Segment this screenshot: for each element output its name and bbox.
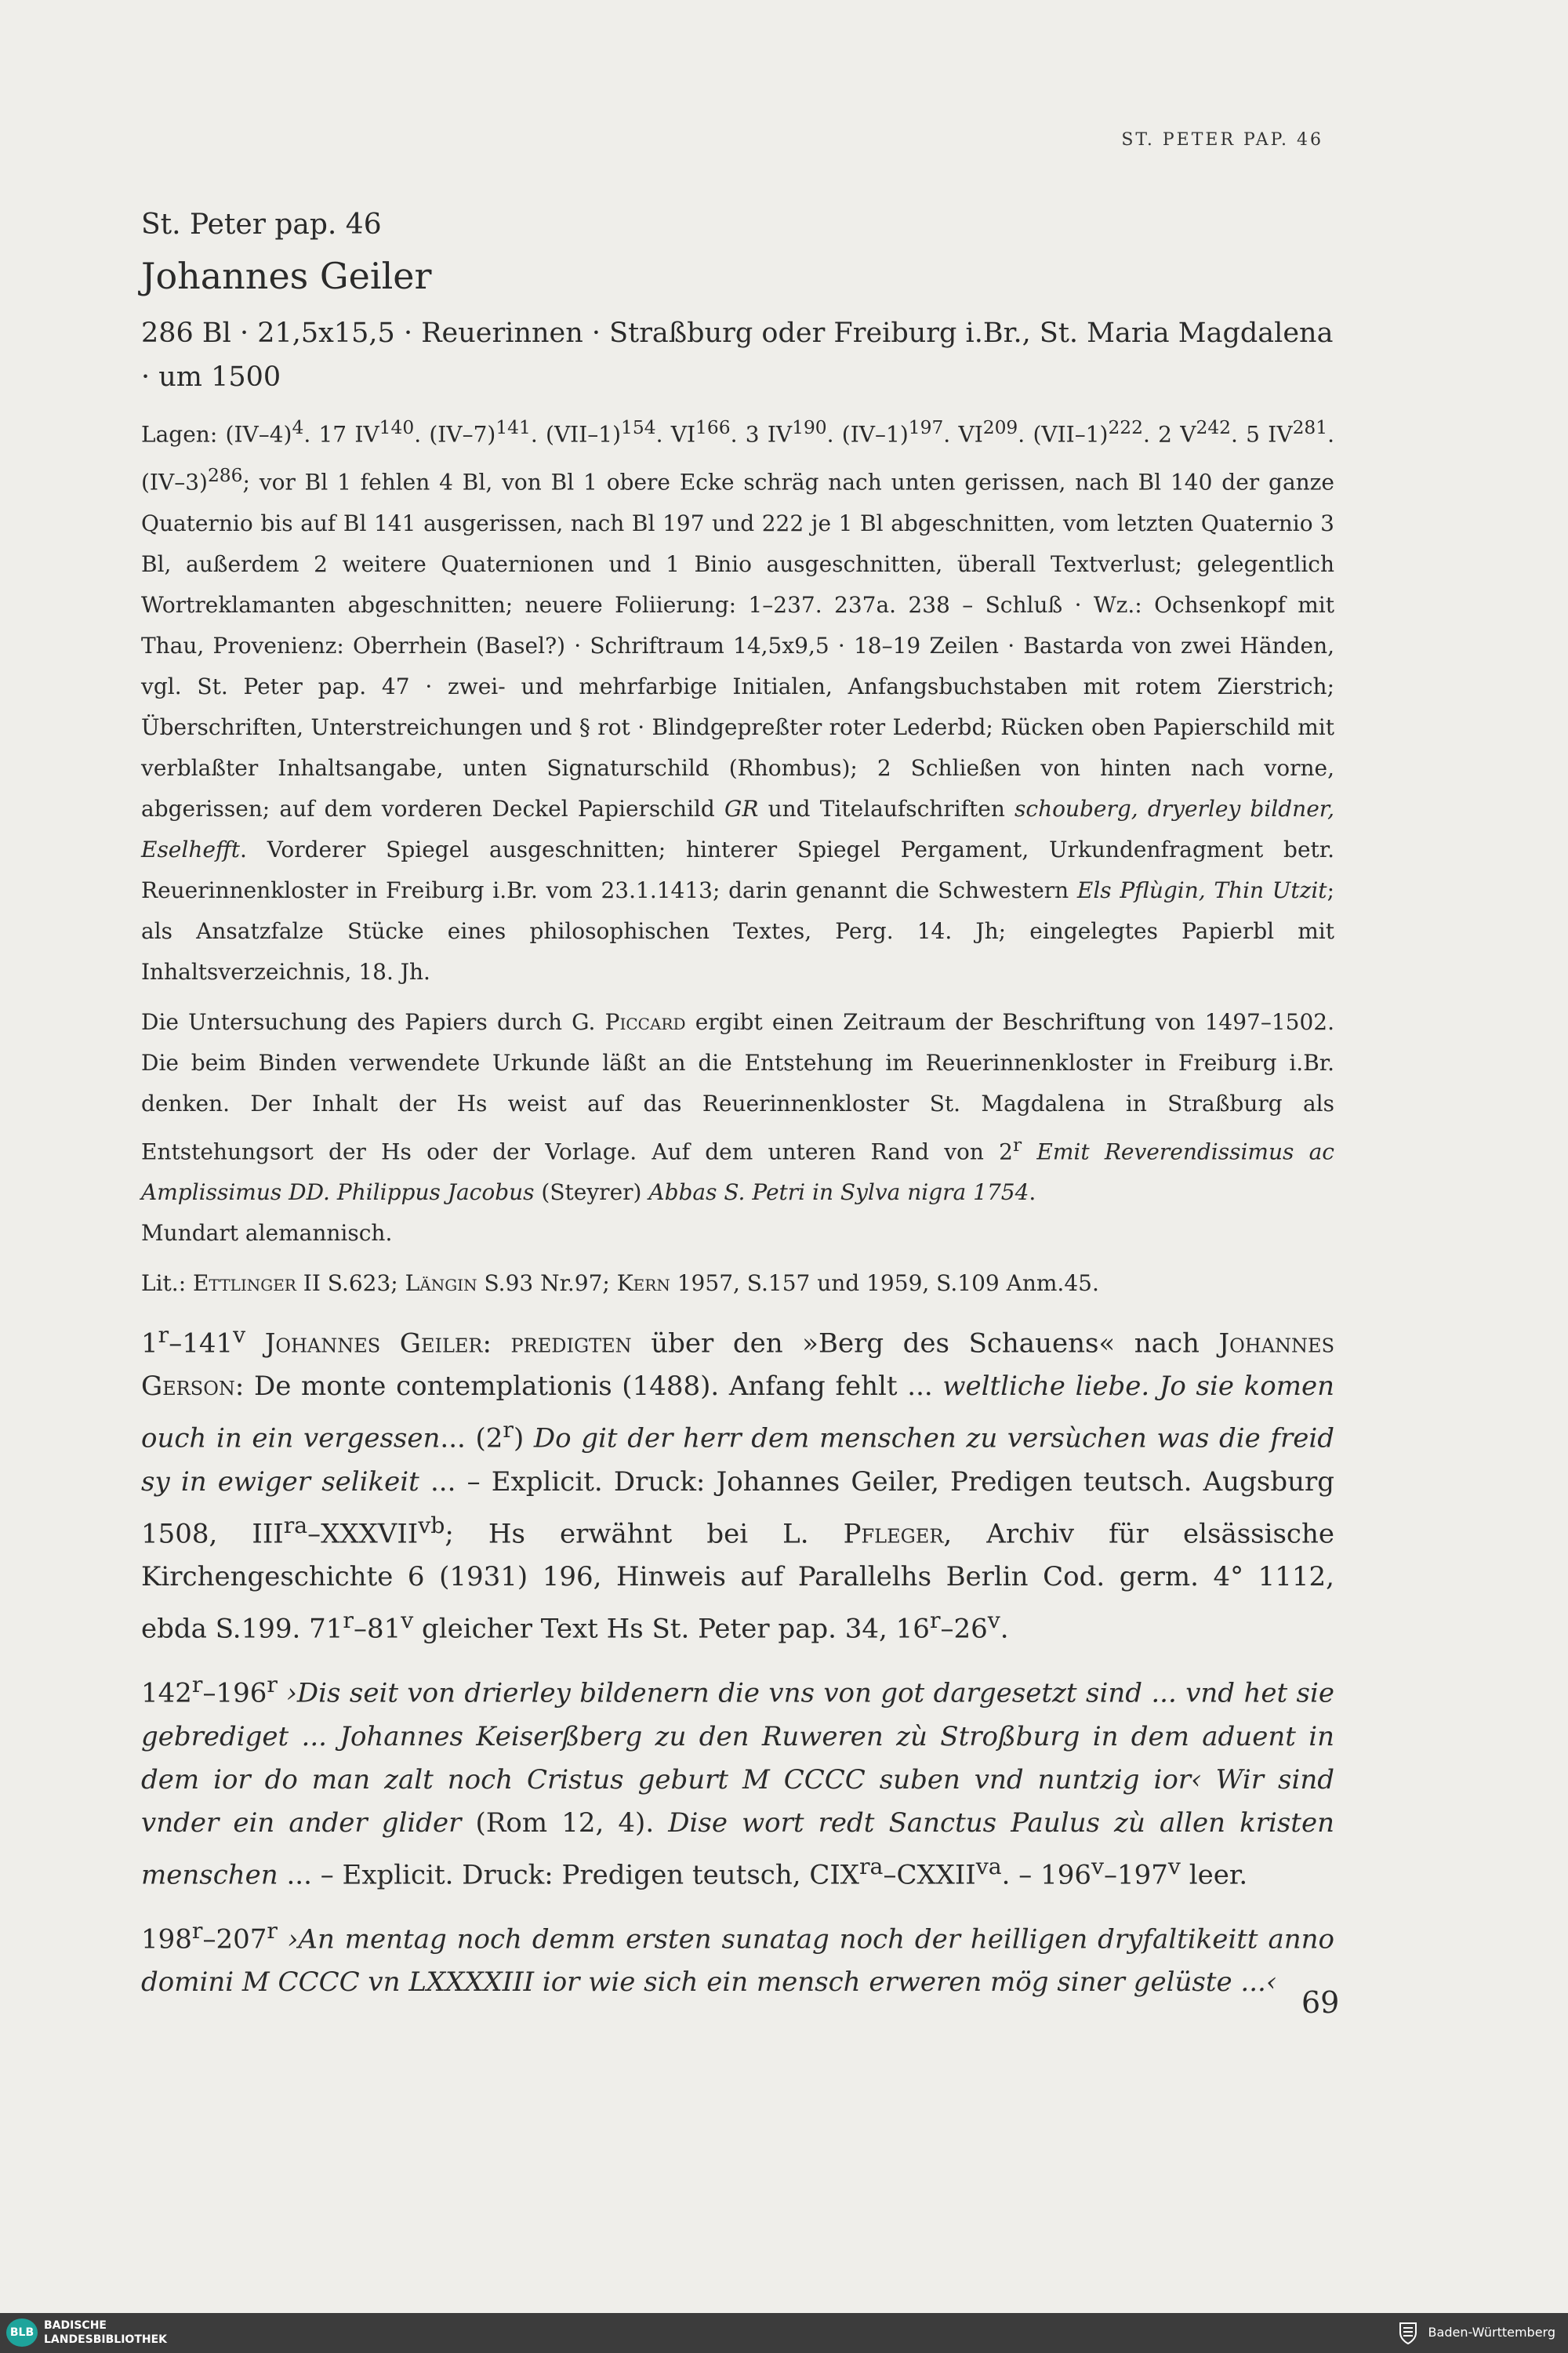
contents-item: 1$^r$–141$^v$ Johannes Geiler: predigten über den »Berg des Schauens« nach Johannes Gerson: De monte contemplationis (1488). Anfang fehlt ... weltliche liebe. Jo sie komen ouch in ein vergessen... (2$^r$) Do git der herr dem menschen zu versùchen was die freid sy in ewiger selikeit ... – Explicit. Druck: Johannes Geiler, Predigen teutsch. Augsburg 1508, $III^{ra}-XXXVII^{vb}$; Hs erwähnt bei L. Pfleger, Archiv für elsässische Kirchengeschichte 6 (1931) 196, Hinweis auf Parallelhs Berlin Cod. germ. 4° 1112, ebda S.199. 71$^r$–81$^v$ gleicher Text Hs St. Peter pap. 34, 16$^r$–26$^v$. xyxy=(141,1321,1335,1645)
contents-item: 198$^r$–207$^r$ ›An mentag noch demm ersten sunatag noch der heilligen dryfaltikeitt anno domini M CCCC vn LXXXXIII ior wie sich ein mensch erweren mög siner gelüste ...‹ xyxy=(141,1917,1334,1999)
state-name[interactable]: Baden-Württemberg xyxy=(1428,2325,1555,2340)
physical-description: 286 Bl · 21,5x15,5 · Reuerinnen · Straßburg oder Freiburg i.Br., St. Maria Magdalena · um 1500 xyxy=(141,318,1334,393)
entry-title: Johannes Geiler xyxy=(141,255,432,297)
shelfmark: St. Peter pap. 46 xyxy=(141,209,382,241)
library-name-line1: BADISCHE xyxy=(44,2319,107,2332)
codicology-paragraph: Lagen: $(IV-4)^4$. 17 IV$^{140}$. $(IV-7)^{141}$. $(VII-1)^{154}$. VI$^{166}$. 3 IV$^{190}$. $(IV-1)^{197}$. VI$^{209}$. $(VII-1)^{222}$. 2 $V^{242}$. 5 IV$^{281}$. $(IV-3)^{286}$; vor Bl 1 fehlen 4 Bl, von Bl 1 obere Ecke schräg nach unten gerissen, nach Bl 140 der ganze Quaternio bis auf Bl 141 ausgerissen, nach Bl 197 und 222 je 1 Bl abgeschnitten, vom letzten Quaternio 3 Bl, außerdem 2 weitere Quaternionen und 1 Binio ausgeschnitten, überall Textverlust; gelegentlich Wortreklamanten abgeschnitten; neuere Foliierung: 1–237. 237a. 238 – Schluß · Wz.: Ochsenkopf mit Thau, Provenienz: Oberrhein (Basel?) · Schriftraum 14,5x9,5 · 18–19 Zeilen · Bastarda von zwei Händen, vgl. St. Peter pap. 47 · zwei- und mehrfarbige Initialen, Anfangsbuchstaben mit rotem Zierstrich; Überschriften, Unterstreichungen und § rot · Blindgepreßter roter Lederbd; Rücken oben Papierschild mit verblaßter Inhaltsangabe, unten Signaturschild (Rhombus); 2 Schließen von hinten nach vorne, abgerissen; auf dem vorderen Deckel Papierschild GR und Titelaufschriften schouberg, dryerley bildner, Eselhefft. Vorderer Spiegel ausgeschnitten; hinterer Spiegel Pergament, Urkundenfragment betr. Reuerinnenkloster in Freiburg i.Br. vom 23.1.1413; darin genannt die Schwestern Els Pflùgin, Thin Utzit; als Ansatzfalze Stücke eines philosophischen Textes, Perg. 14. Jh; eingelegtes Papierbl mit Inhaltsverzeichnis, 18. Jh. xyxy=(141,416,1334,985)
catalog-entry xyxy=(141,209,1334,2017)
page-number: 69 xyxy=(1301,1985,1340,2020)
viewer-footer xyxy=(0,2313,1568,2353)
coat-of-arms-icon xyxy=(1397,2321,1419,2344)
library-name-line2: LANDESBIBLIOTHEK xyxy=(44,2333,168,2346)
library-name[interactable] xyxy=(44,2319,167,2347)
blb-logo-icon[interactable]: BLB xyxy=(6,2319,38,2347)
running-header: ST. PETER PAP. 46 xyxy=(1121,130,1323,150)
history-paragraph: Die Untersuchung des Papiers durch G. Piccard ergibt einen Zeitraum der Beschriftung von 1497–1502. Die beim Binden verwendete Urkunde läßt an die Entstehung im Reuerinnenkloster in Freiburg i.Br. denken. Der Inhalt der Hs weist auf das Reuerinnenkloster St. Magdalena in Straßburg als Entstehungsort der Hs oder der Vorlage. Auf dem unteren Rand von 2$^r$ Emit Reverendissimus ac Amplissimus DD. Philippus Jacobus (Steyrer) Abbas S. Petri in Sylva nigra 1754. Mundart alemannisch. xyxy=(141,1008,1334,1246)
literature-paragraph: Lit.: Ettlinger II S.623; Längin S.93 Nr.97; Kern 1957, S.157 und 1959, S.109 Anm.45. xyxy=(141,1269,1099,1296)
contents-item: 142$^r$–196$^r$ ›Dis seit von drierley bildenern die vns von got dargesetzt sind ... vnd het sie gebrediget ... Johannes Keiserßberg zu den Ruweren zù Stroßburg in dem aduent in dem ior do man zalt noch Cristus geburt M CCCC suben vnd nuntzig ior‹ Wir sind vnder ein ander glider (Rom 12, 4). Dise wort redt Sanctus Paulus zù allen kristen menschen ... – Explicit. Druck: Predigen teutsch, $CIX^{ra}-CXXII^{va}$. – 196$^v$–197$^v$ leer. xyxy=(141,1672,1334,1890)
